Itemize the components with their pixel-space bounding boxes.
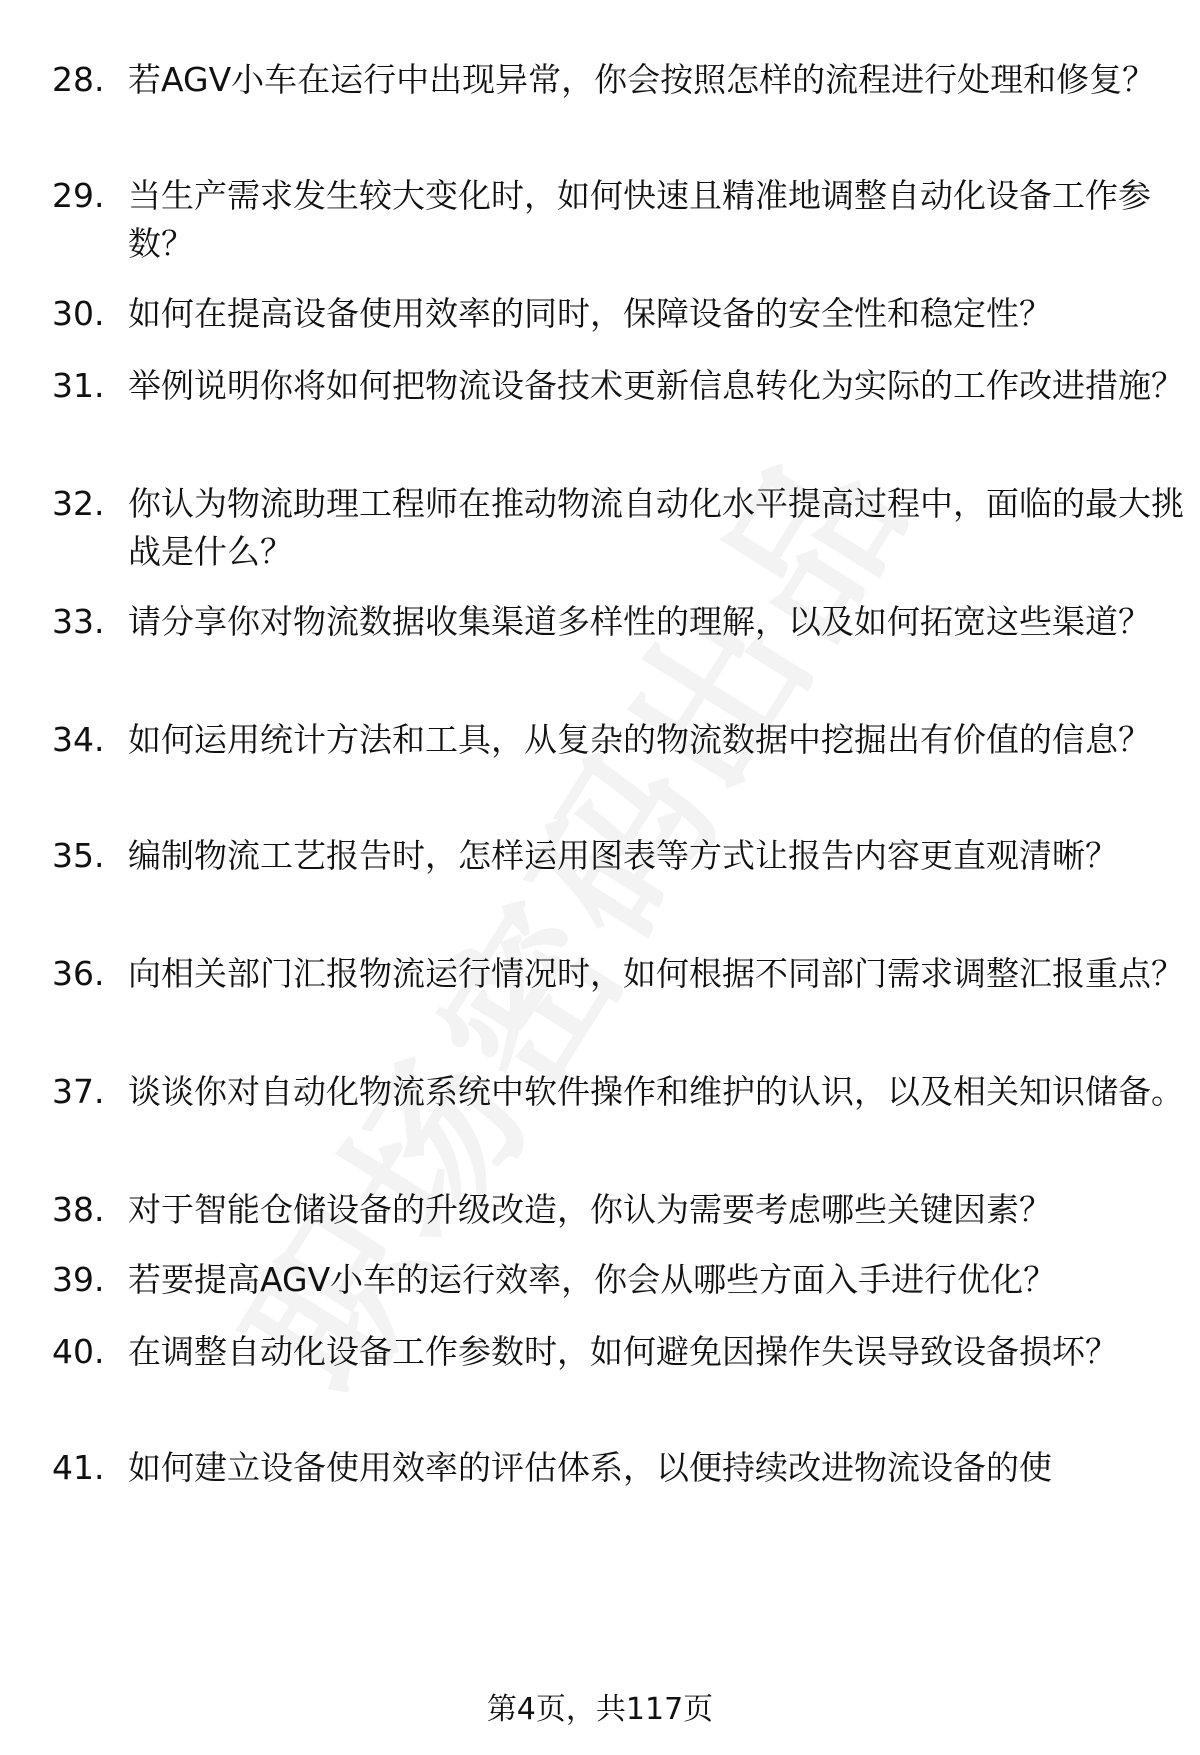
page-footer: 第4页，共117页 <box>486 1692 714 1727</box>
question-number: 41. <box>52 1448 105 1487</box>
question-number: 31. <box>52 366 105 405</box>
question-number: 38. <box>52 1190 105 1229</box>
question-text: 你认为物流助理工程师在推动物流自动化水平提高过程中，面临的最大挑战是什么？ <box>128 484 1184 571</box>
question-text: 在调整自动化设备工作参数时，如何避免因操作失误导致设备损坏？ <box>128 1332 1118 1371</box>
question-text: 编制物流工艺报告时，怎样运用图表等方式让报告内容更直观清晰？ <box>128 836 1118 875</box>
question-text: 谈谈你对自动化物流系统中软件操作和维护的认识，以及相关知识储备。 <box>128 1072 1184 1111</box>
question-text: 当生产需求发生较大变化时，如何快速且精准地调整自动化设备工作参数？ <box>128 176 1151 263</box>
question-text: 向相关部门汇报物流运行情况时，如何根据不同部门需求调整汇报重点？ <box>128 954 1184 993</box>
question-text: 如何运用统计方法和工具，从复杂的物流数据中挖掘出有价值的信息？ <box>128 720 1151 759</box>
question-text: 如何建立设备使用效率的评估体系，以便持续改进物流设备的使 <box>128 1448 1052 1487</box>
question-number: 30. <box>52 294 105 333</box>
question-number: 29. <box>52 176 105 215</box>
question-number: 33. <box>52 602 105 641</box>
question-number: 36. <box>52 954 105 993</box>
question-text: 如何在提高设备使用效率的同时，保障设备的安全性和稳定性？ <box>128 294 1052 333</box>
question-text: 请分享你对物流数据收集渠道多样性的理解，以及如何拓宽这些渠道？ <box>128 602 1151 641</box>
question-number: 28. <box>52 60 105 99</box>
question-number: 35. <box>52 836 105 875</box>
question-number: 32. <box>52 484 105 523</box>
question-text: 举例说明你将如何把物流设备技术更新信息转化为实际的工作改进措施？ <box>128 366 1184 405</box>
question-text: 若AGV小车在运行中出现异常，你会按照怎样的流程进行处理和修复？ <box>128 60 1156 99</box>
question-number: 34. <box>52 720 105 759</box>
question-number: 40. <box>52 1332 105 1371</box>
question-number: 39. <box>52 1260 105 1299</box>
question-text: 对于智能仓储设备的升级改造，你认为需要考虑哪些关键因素？ <box>128 1190 1052 1229</box>
question-number: 37. <box>52 1072 105 1111</box>
question-text: 若要提高AGV小车的运行效率，你会从哪些方面入手进行优化？ <box>128 1260 1057 1299</box>
